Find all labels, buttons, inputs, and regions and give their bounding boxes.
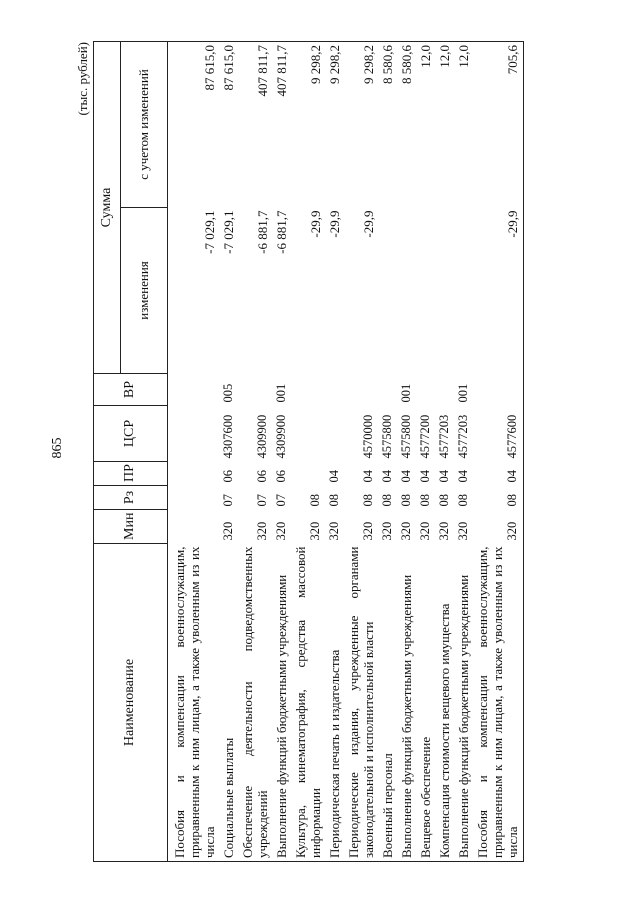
- row-min-code: 320: [255, 521, 269, 541]
- table-row: [473, 42, 524, 862]
- row-vr-code: [291, 374, 325, 406]
- row-vr-code: 001: [456, 383, 470, 403]
- row-csr-code: [291, 406, 325, 462]
- row-pr-code: [291, 462, 325, 486]
- table-row: [454, 42, 473, 862]
- row-pr-code: 06: [255, 470, 269, 483]
- row-name: Выполнение функций бюджетными учреждениями: [454, 544, 473, 862]
- row-pr-code: 04: [456, 470, 470, 483]
- row-vr-code: 001: [399, 383, 413, 403]
- row-min-code: 320: [418, 521, 432, 541]
- header-name: Наименование: [94, 544, 168, 862]
- table-row: [168, 42, 220, 862]
- row-total-value: 9 298,2: [291, 42, 325, 208]
- row-vr-code: [435, 374, 454, 406]
- row-total-value: 12,0: [416, 42, 435, 208]
- row-csr-code: 4577203: [456, 414, 470, 459]
- header-csr: ЦСР: [94, 406, 168, 462]
- row-name: Пособия и компенсации военнослужащим, приравненным к ним лицам, а также уволенным из их числа: [168, 544, 220, 862]
- row-change-value: [397, 208, 416, 374]
- row-name: Выполнение функций бюджетными учреждениями: [397, 544, 416, 862]
- row-pr-code: 04: [327, 470, 341, 483]
- row-pr-code: 04: [361, 470, 375, 483]
- row-min-code: 320: [437, 521, 451, 541]
- table-row: [291, 42, 325, 862]
- row-total-value: 9 298,2: [325, 42, 344, 208]
- row-csr-code: 4577200: [418, 414, 432, 459]
- row-name: Периодические издания, учрежденные органами законодательной и исполнительной власти: [344, 544, 378, 862]
- row-csr-code: 4307600: [221, 414, 235, 459]
- row-rz-code: 07: [274, 494, 288, 507]
- row-vr-code: [325, 374, 344, 406]
- row-change-value: -29,9: [361, 210, 376, 238]
- row-csr-code: 4577203: [437, 414, 451, 459]
- row-min-code: 320: [473, 510, 524, 544]
- header-rz: Рз: [94, 486, 168, 510]
- row-min-code: 320: [399, 521, 413, 541]
- row-pr-code: 06: [274, 470, 288, 483]
- page-number: 865: [50, 437, 65, 459]
- row-csr-code: [325, 406, 344, 462]
- row-total-value: 8 580,6: [397, 42, 416, 208]
- row-min-code: 320: [361, 521, 375, 541]
- row-min-code: [168, 510, 220, 544]
- row-name: Выполнение функций бюджетными учреждениями: [272, 544, 291, 862]
- row-total-value: 87 615,0: [219, 42, 238, 208]
- table-row: [435, 42, 454, 862]
- row-pr-code: [168, 462, 220, 486]
- header-changes: изменения: [121, 208, 168, 374]
- row-min-code: 320: [380, 521, 394, 541]
- row-name: Периодическая печать и издательства: [325, 544, 344, 862]
- row-change-value: [435, 208, 454, 374]
- row-csr-code: [168, 406, 220, 462]
- table-row: [416, 42, 435, 862]
- row-pr-code: 06: [221, 470, 235, 483]
- row-total-value: 407 811,7: [272, 42, 291, 208]
- row-vr-code: 001: [274, 383, 288, 403]
- row-pr-code: 04: [437, 470, 451, 483]
- row-name: Компенсация стоимости вещевого имущества: [435, 544, 454, 862]
- units-note: (тыс. рублей): [75, 42, 90, 116]
- row-pr-code: 04: [418, 470, 432, 483]
- row-change-value: [378, 208, 397, 374]
- row-csr-code: 4309900: [255, 414, 269, 459]
- row-rz-code: 08: [473, 486, 524, 510]
- row-min-code: 320: [274, 521, 288, 541]
- row-total-value: 407 811,7: [238, 42, 272, 208]
- row-min-code: 320: [327, 521, 341, 541]
- row-rz-code: 08: [456, 494, 470, 507]
- header-pr: ПР: [94, 462, 168, 486]
- table-row: [397, 42, 416, 862]
- header-vr: ВР: [94, 374, 168, 406]
- row-rz-code: 08: [380, 494, 394, 507]
- row-vr-code: [378, 374, 397, 406]
- table-header: [94, 42, 168, 862]
- table-row: [378, 42, 397, 862]
- row-name: Культура, кинематография, средства массовой информации: [291, 544, 325, 862]
- row-total-value: 12,0: [454, 42, 473, 208]
- row-change-value: -6 881,7: [255, 210, 270, 254]
- row-vr-code: [416, 374, 435, 406]
- table-row: [238, 42, 272, 862]
- row-change-value: -6 881,7: [274, 210, 289, 254]
- row-vr-code: [238, 374, 272, 406]
- table-row: [325, 42, 344, 862]
- row-pr-code: 04: [473, 462, 524, 486]
- row-min-code: 320: [308, 521, 322, 541]
- row-change-value: -29,9: [473, 208, 524, 374]
- row-total-value: 12,0: [435, 42, 454, 208]
- row-rz-code: 08: [308, 494, 322, 507]
- row-rz-code: 08: [399, 494, 413, 507]
- row-pr-code: 04: [380, 470, 394, 483]
- row-vr-code: 005: [221, 383, 235, 403]
- row-total-value: 705,6: [473, 42, 524, 208]
- row-change-value: -7 029,1: [221, 210, 236, 254]
- table-body: [168, 42, 524, 862]
- header-min: Мин: [94, 510, 168, 544]
- table-row: [272, 42, 291, 862]
- header-sum: Сумма: [94, 42, 121, 374]
- row-csr-code: 4309900: [274, 414, 288, 459]
- row-vr-code: [168, 374, 220, 406]
- row-rz-code: 07: [221, 494, 235, 507]
- row-change-value: -7 029,1: [202, 210, 217, 254]
- row-change-value: [454, 208, 473, 374]
- row-csr-code: 4575800: [399, 414, 413, 459]
- row-change-value: -29,9: [308, 210, 323, 238]
- row-name: Социальные выплаты: [219, 544, 238, 862]
- rotated-page-content: [75, 42, 580, 862]
- row-csr-code: 4575800: [380, 414, 394, 459]
- row-rz-code: 08: [327, 494, 341, 507]
- row-total-value: 9 298,2: [344, 42, 378, 208]
- row-pr-code: 04: [399, 470, 413, 483]
- row-vr-code: [473, 374, 524, 406]
- row-csr-code: 4570000: [361, 414, 375, 459]
- row-name: Обеспечение деятельности подведомственных учреждений: [238, 544, 272, 862]
- row-csr-code: 4577600: [473, 406, 524, 462]
- header-with-changes: с учетом изменений: [121, 42, 168, 208]
- row-min-code: 320: [221, 521, 235, 541]
- row-rz-code: [168, 486, 220, 510]
- row-name: Пособия и компенсации военнослужащим, приравненным к ним лицам, а также уволенным из их числа: [473, 544, 524, 862]
- row-min-code: 320: [456, 521, 470, 541]
- row-rz-code: 08: [437, 494, 451, 507]
- row-rz-code: 08: [361, 494, 375, 507]
- row-total-value: 87 615,0: [168, 42, 220, 208]
- row-vr-code: [344, 374, 378, 406]
- table-row: [344, 42, 378, 862]
- budget-table: [93, 41, 524, 862]
- row-rz-code: 08: [418, 494, 432, 507]
- row-name: Военный персонал: [378, 544, 397, 862]
- row-change-value: -29,9: [327, 210, 342, 238]
- row-rz-code: 07: [255, 494, 269, 507]
- row-name: Вещевое обеспечение: [416, 544, 435, 862]
- table-row: [219, 42, 238, 862]
- row-total-value: 8 580,6: [378, 42, 397, 208]
- row-change-value: [416, 208, 435, 374]
